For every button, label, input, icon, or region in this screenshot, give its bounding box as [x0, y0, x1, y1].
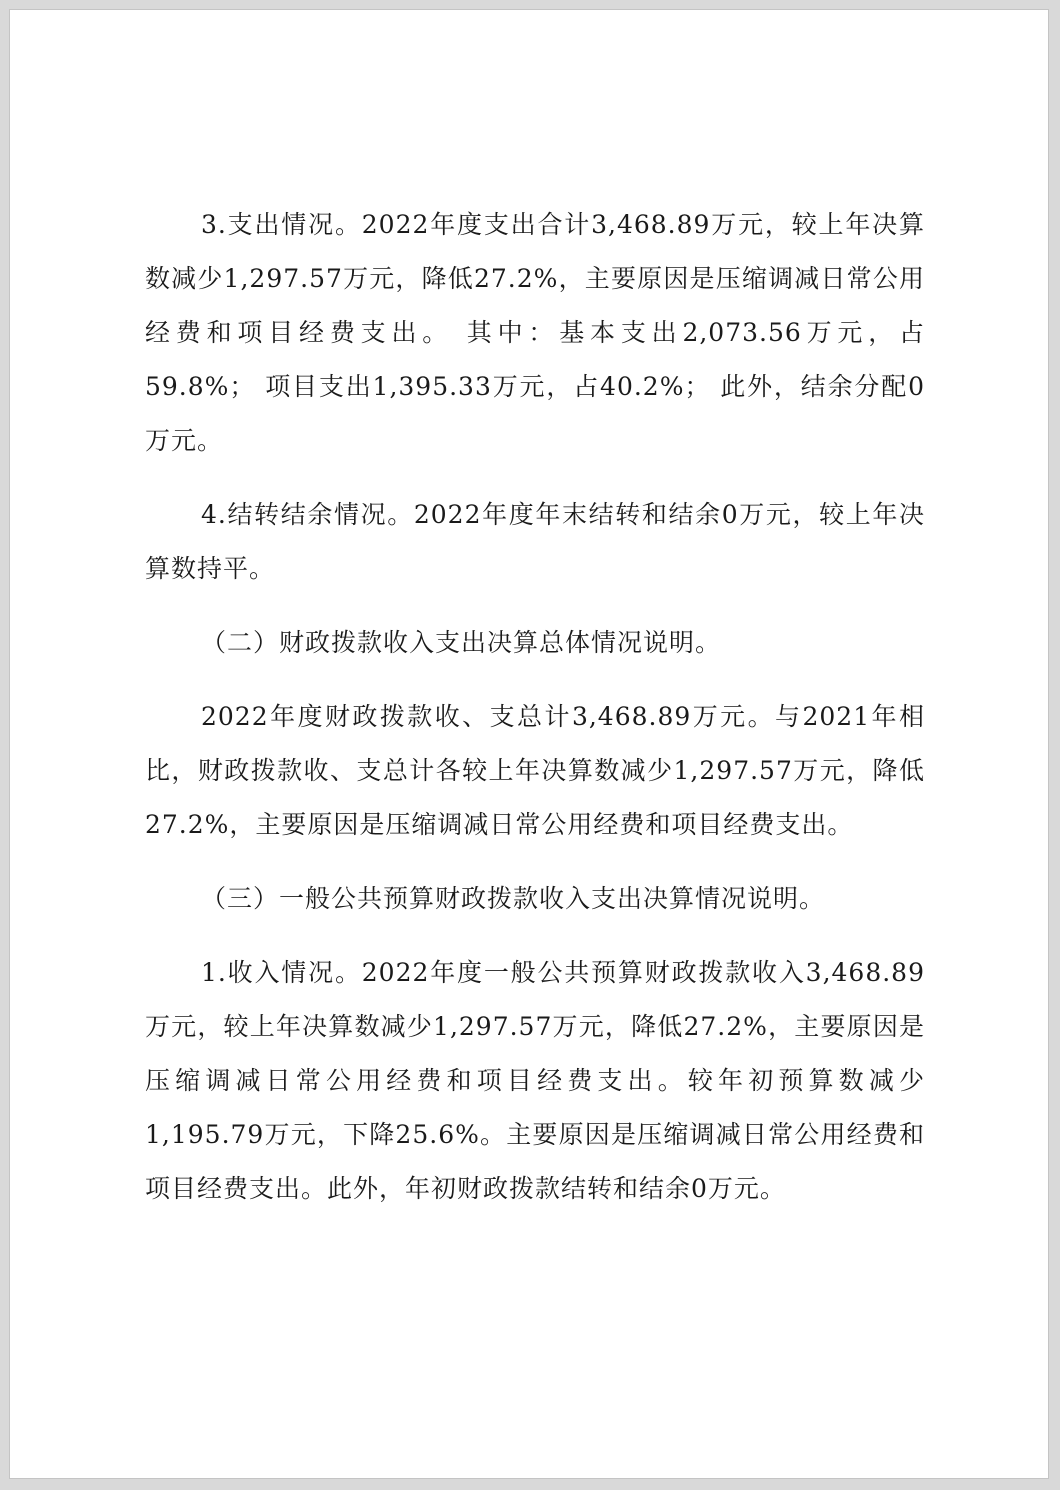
paragraph-expenditure: 3.支出情况。2022年度支出合计3,468.89万元，较上年决算数减少1,297.57万元，降低27.2%，主要原因是压缩调减日常公用经费和项目经费支出。 其中：基本支出2,073.56万元，占59.8%； 项目支出1,395.33万元，占40.2%； 此外，结余分配0万元。	[145, 210, 925, 455]
paragraph-carryover: 4.结转结余情况。2022年度年末结转和结余0万元，较上年决算数持平。	[145, 500, 925, 583]
document-page	[9, 9, 1049, 1479]
paragraph-income: 1.收入情况。2022年度一般公共预算财政拨款收入3,468.89万元，较上年决算数减少1,297.57万元，降低27.2%，主要原因是压缩调减日常公用经费和项目经费支出。较年初预算数减少1,195.79万元，下降25.6%。主要原因是压缩调减日常公用经费和项目经费支出。此外，年初财政拨款结转和结余0万元。	[145, 958, 925, 1203]
section-heading-general-budget: （三）一般公共预算财政拨款收入支出决算情况说明。	[201, 884, 826, 913]
document-body	[145, 198, 925, 1216]
section-heading-fiscal-overview: （二）财政拨款收入支出决算总体情况说明。	[201, 628, 722, 657]
paragraph-fiscal-overview: 2022年度财政拨款收、支总计3,468.89万元。与2021年相比，财政拨款收、支总计各较上年决算数减少1,297.57万元，降低27.2%，主要原因是压缩调减日常公用经费和项目经费支出。	[145, 702, 925, 839]
